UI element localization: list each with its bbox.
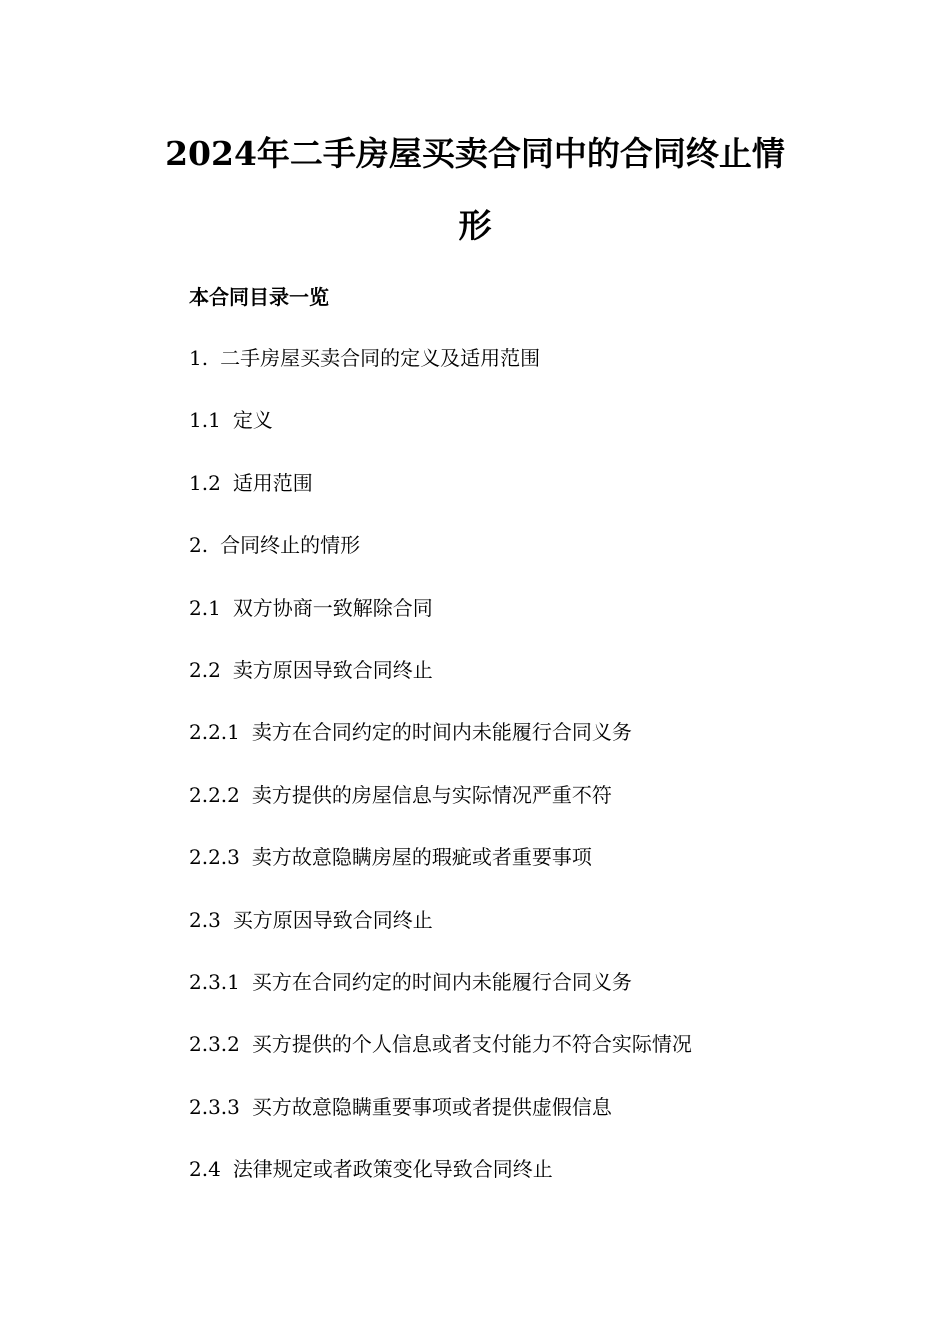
toc-item <box>189 531 692 593</box>
toc-item-number: 2.3.1 <box>189 969 240 994</box>
toc-item <box>189 843 692 905</box>
toc-item-text: 卖方提供的房屋信息与实际情况严重不符 <box>251 782 612 807</box>
toc-item-text: 定义 <box>232 408 273 433</box>
page-title-line-2: 形 <box>458 206 492 245</box>
toc-item <box>189 656 692 718</box>
toc-item-text: 买方故意隐瞒重要事项或者提供虚假信息 <box>251 1094 612 1119</box>
toc-heading: 本合同目录一览 <box>189 285 329 309</box>
toc-item-text: 卖方在合同约定的时间内未能履行合同义务 <box>251 720 632 745</box>
toc-item-number: 2.3 <box>189 907 221 932</box>
toc-item-text: 买方原因导致合同终止 <box>232 907 433 932</box>
toc-item <box>189 968 692 1030</box>
toc-item-text: 适用范围 <box>232 470 313 495</box>
table-of-contents <box>189 344 692 1217</box>
toc-item-text: 合同终止的情形 <box>220 533 361 558</box>
toc-item-text: 法律规定或者政策变化导致合同终止 <box>232 1157 553 1182</box>
toc-item-number: 2.2.2 <box>189 782 240 807</box>
toc-item-number: 2.3.3 <box>189 1094 240 1119</box>
toc-item-number: 2.2.3 <box>189 845 240 870</box>
toc-item <box>189 718 692 780</box>
toc-item <box>189 906 692 968</box>
toc-item-text: 买方在合同约定的时间内未能履行合同义务 <box>251 969 632 994</box>
toc-item-text: 卖方原因导致合同终止 <box>232 657 433 682</box>
toc-item-number: 2.3.2 <box>189 1032 240 1057</box>
toc-item-text: 双方协商一致解除合同 <box>232 595 433 620</box>
toc-item-number: 2.4 <box>189 1157 221 1182</box>
toc-item-number: 1.2 <box>189 470 221 495</box>
toc-item <box>189 1093 692 1155</box>
toc-item-number: 1.1 <box>189 408 221 433</box>
toc-item-text: 二手房屋买卖合同的定义及适用范围 <box>220 346 541 370</box>
toc-item <box>189 781 692 843</box>
page-title-line-1: 2024年二手房屋买卖合同中的合同终止情 <box>165 134 785 173</box>
toc-item-number: 2.1 <box>189 595 221 620</box>
toc-item-number: 2.2 <box>189 657 221 682</box>
toc-item-number: 1. <box>189 346 209 370</box>
toc-item-number: 2. <box>189 533 209 558</box>
toc-item <box>189 1155 692 1217</box>
toc-item <box>189 344 692 406</box>
toc-item-text: 买方提供的个人信息或者支付能力不符合实际情况 <box>251 1032 692 1057</box>
toc-item <box>189 406 692 468</box>
toc-item-number: 2.2.1 <box>189 720 240 745</box>
toc-item <box>189 1030 692 1092</box>
toc-item-text: 卖方故意隐瞒房屋的瑕疵或者重要事项 <box>251 845 592 870</box>
toc-item <box>189 469 692 531</box>
toc-item <box>189 594 692 656</box>
